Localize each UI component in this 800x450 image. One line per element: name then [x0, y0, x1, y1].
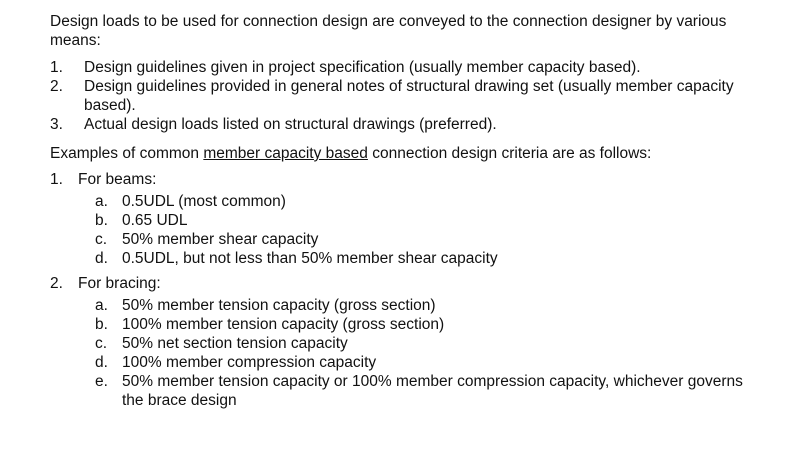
list-item [50, 115, 750, 134]
sub-list-letter: a. [95, 297, 108, 314]
sub-list-text: 100% member compression capacity [122, 354, 377, 371]
sub-list-text: 100% member tension capacity (gross section) [122, 316, 445, 333]
sub-list-item [95, 192, 750, 211]
sub-list-item [95, 249, 750, 268]
criteria-title: For bracing: [78, 275, 161, 292]
sub-list-letter: d. [95, 250, 108, 267]
sub-list-letter: a. [95, 193, 108, 210]
sub-list-letter: c. [95, 335, 108, 352]
list-number: 2. [50, 275, 63, 292]
sub-list-text: 0.65 UDL [122, 212, 188, 229]
sub-list-text: 50% net section tension capacity [122, 335, 348, 352]
examples-paragraph [50, 144, 750, 163]
criteria-group-beams [50, 170, 750, 268]
sub-list-letter: b. [95, 316, 108, 333]
sub-list-letter: d. [95, 354, 108, 371]
examples-text-after: connection design criteria are as follows: [367, 145, 652, 162]
list-item-text: Design guidelines given in project specification (usually member capacity based). [84, 59, 641, 76]
list-number: 1. [50, 59, 63, 76]
criteria-list [50, 170, 750, 410]
beam-criteria-list [95, 192, 750, 268]
sub-list-item [95, 353, 750, 372]
sub-list-item [95, 230, 750, 249]
bracing-criteria-list [95, 296, 750, 410]
sub-list-text: 0.5UDL (most common) [122, 193, 286, 210]
examples-underlined-text: member capacity based [203, 145, 368, 162]
sub-list-letter: e. [95, 373, 108, 390]
list-number: 1. [50, 171, 63, 188]
list-number: 3. [50, 116, 63, 133]
sub-list-letter: b. [95, 212, 108, 229]
criteria-heading [50, 274, 750, 293]
list-item [50, 77, 750, 115]
list-item-text: Design guidelines provided in general notes of structural drawing set (usually member capacity based). [84, 78, 734, 114]
criteria-heading [50, 170, 750, 189]
sub-list-item [95, 372, 750, 410]
criteria-title: For beams: [78, 171, 157, 188]
sub-list-item [95, 334, 750, 353]
criteria-group-bracing [50, 274, 750, 410]
list-number: 2. [50, 78, 63, 95]
sub-list-letter: c. [95, 231, 108, 248]
sub-list-item [95, 211, 750, 230]
document-page [50, 12, 750, 410]
sub-list-item [95, 315, 750, 334]
sub-list-item [95, 296, 750, 315]
load-sources-list [50, 58, 750, 134]
sub-list-text: 50% member tension capacity (gross section) [122, 297, 436, 314]
list-item-text: Actual design loads listed on structural drawings (preferred). [84, 116, 497, 133]
intro-paragraph: Design loads to be used for connection design are conveyed to the connection designer by various means: [50, 13, 727, 49]
examples-text-before: Examples of common [50, 145, 204, 162]
sub-list-text: 50% member tension capacity or 100% member compression capacity, whichever governs the brace design [122, 373, 743, 409]
list-item [50, 58, 750, 77]
sub-list-text: 0.5UDL, but not less than 50% member shear capacity [122, 250, 498, 267]
sub-list-text: 50% member shear capacity [122, 231, 319, 248]
